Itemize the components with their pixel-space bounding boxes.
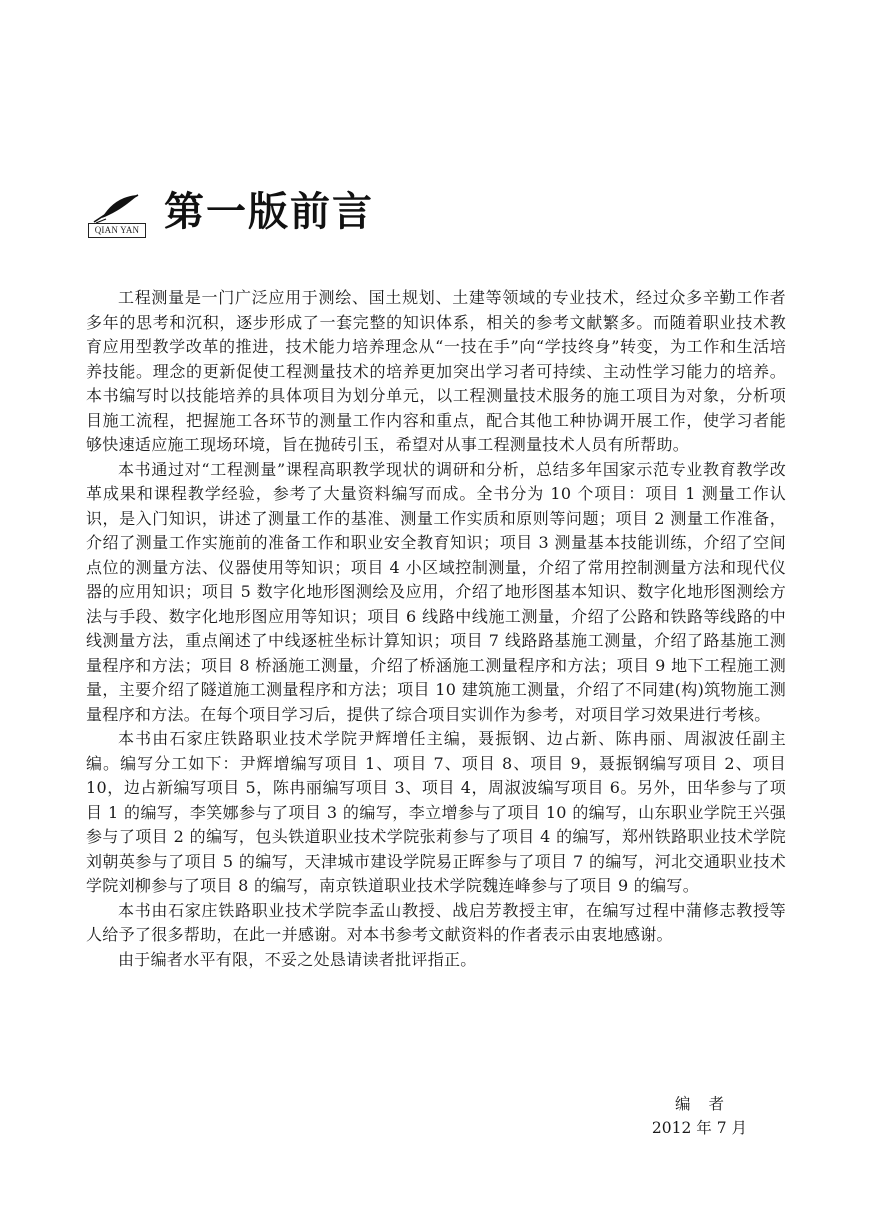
signature bbox=[652, 1092, 747, 1140]
paragraph-closing: 由于编者水平有限，不妥之处恳请读者批评指正。 bbox=[118, 949, 477, 969]
signature-author: 编者 bbox=[674, 1095, 742, 1113]
paragraph-intro: 工程测量是一门广泛应用于测绘、国土规划、土建等领域的专业技术，经过众多辛勤工作者多年的思考和沉积，逐步形成了一套完整的知识体系，相关的参考文献繁多。而随着职业技术教育应用型教学改革的推进，技术能力培养理念从“一技在手”向“学技终身”转变，为工作和生活培养技能。理念的更新促使工程测量技术的培养更加突出学习者可持续、主动性学习能力的培养。本书编写时以技能培养的具体项目为划分单元，以工程测量技术服务的施工项目为对象，分析项目施工流程，把握施工各环节的测量工作内容和重点，配合其他工种协调开展工作，使学习者能够快速适应施工现场环境，旨在抛砖引玉，希望对从事工程测量技术人员有所帮助。 bbox=[86, 288, 786, 454]
paragraph-acknowledgements: 本书由石家庄铁路职业技术学院李孟山教授、战启芳教授主审，在编写过程中蒲修志教授等人给予了很多帮助，在此一并感谢。对本书参考文献资料的作者表示由衷地感谢。 bbox=[86, 900, 786, 944]
signature-date: 2012 年 7 月 bbox=[651, 1119, 747, 1137]
preface-body bbox=[86, 286, 786, 972]
preface-heading bbox=[88, 178, 374, 238]
paragraph-contents: 本书通过对“工程测量”课程高职教学现状的调研和分析，总结多年国家示范专业教育教学改革成果和课程教学经验，参考了大量资料编写而成。全书分为 10 个项目：项目 1 测量工作认识，是入门知识，讲述了测量工作的基准、测量工作实质和原则等问题；项目 2 测量工作准备，介绍了测量工作实施前的准备工作和职业安全教育知识；项目 3 测量基本技能训练，介绍了空间点位的测量方法、仪器使用等知识；项目 4 小区域控制测量，介绍了常用控制测量方法和现代仪器的应用知识；项目 5 数字化地形图测绘及应用，介绍了地形图基本知识、数字化地形图测绘方法与手段、数字化地形图应用等知识；项目 6 线路中线施工测量，介绍了公路和铁路等线路的中线测量方法，重点阐述了中线逐桩坐标计算知识；项目 7 线路路基施工测量，介绍了路基施工测量程序和方法；项目 8 桥涵施工测量，介绍了桥涵施工测量程序和方法；项目 9 地下工程施工测量，主要介绍了隧道施工测量程序和方法；项目 10 建筑施工测量，介绍了不同建(构)筑物施工测量程序和方法。在每个项目学习后，提供了综合项目实训作为参考，对项目学习效果进行考核。 bbox=[86, 459, 786, 724]
logo-label: QIAN YAN bbox=[88, 223, 146, 238]
quill-pen-icon bbox=[92, 192, 142, 224]
paragraph-authors: 本书由石家庄铁路职业技术学院尹辉增任主编，聂振钢、边占新、陈冉丽、周淑波任副主编。编写分工如下：尹辉增编写项目 1、项目 7、项目 8、项目 9，聂振钢编写项目 2、项目 10，边占新编写项目 5，陈冉丽编写项目 3、项目 4，周淑波编写项目 6。另外，田华参与了项目 1 的编写，李笑娜参与了项目 3 的编写，李立增参与了项目 10 的编写，山东职业学院王兴强参与了项目 2 的编写，包头铁道职业技术学院张莉参与了项目 4 的编写，郑州铁路职业技术学院刘朝英参与了项目 5 的编写，天津城市建设学院易正晖参与了项目 7 的编写，河北交通职业技术学院刘柳参与了项目 8 的编写，南京铁道职业技术学院魏连峰参与了项目 9 的编写。 bbox=[86, 729, 786, 895]
qianyan-logo bbox=[88, 192, 146, 238]
page-title: 第一版前言 bbox=[164, 189, 374, 235]
